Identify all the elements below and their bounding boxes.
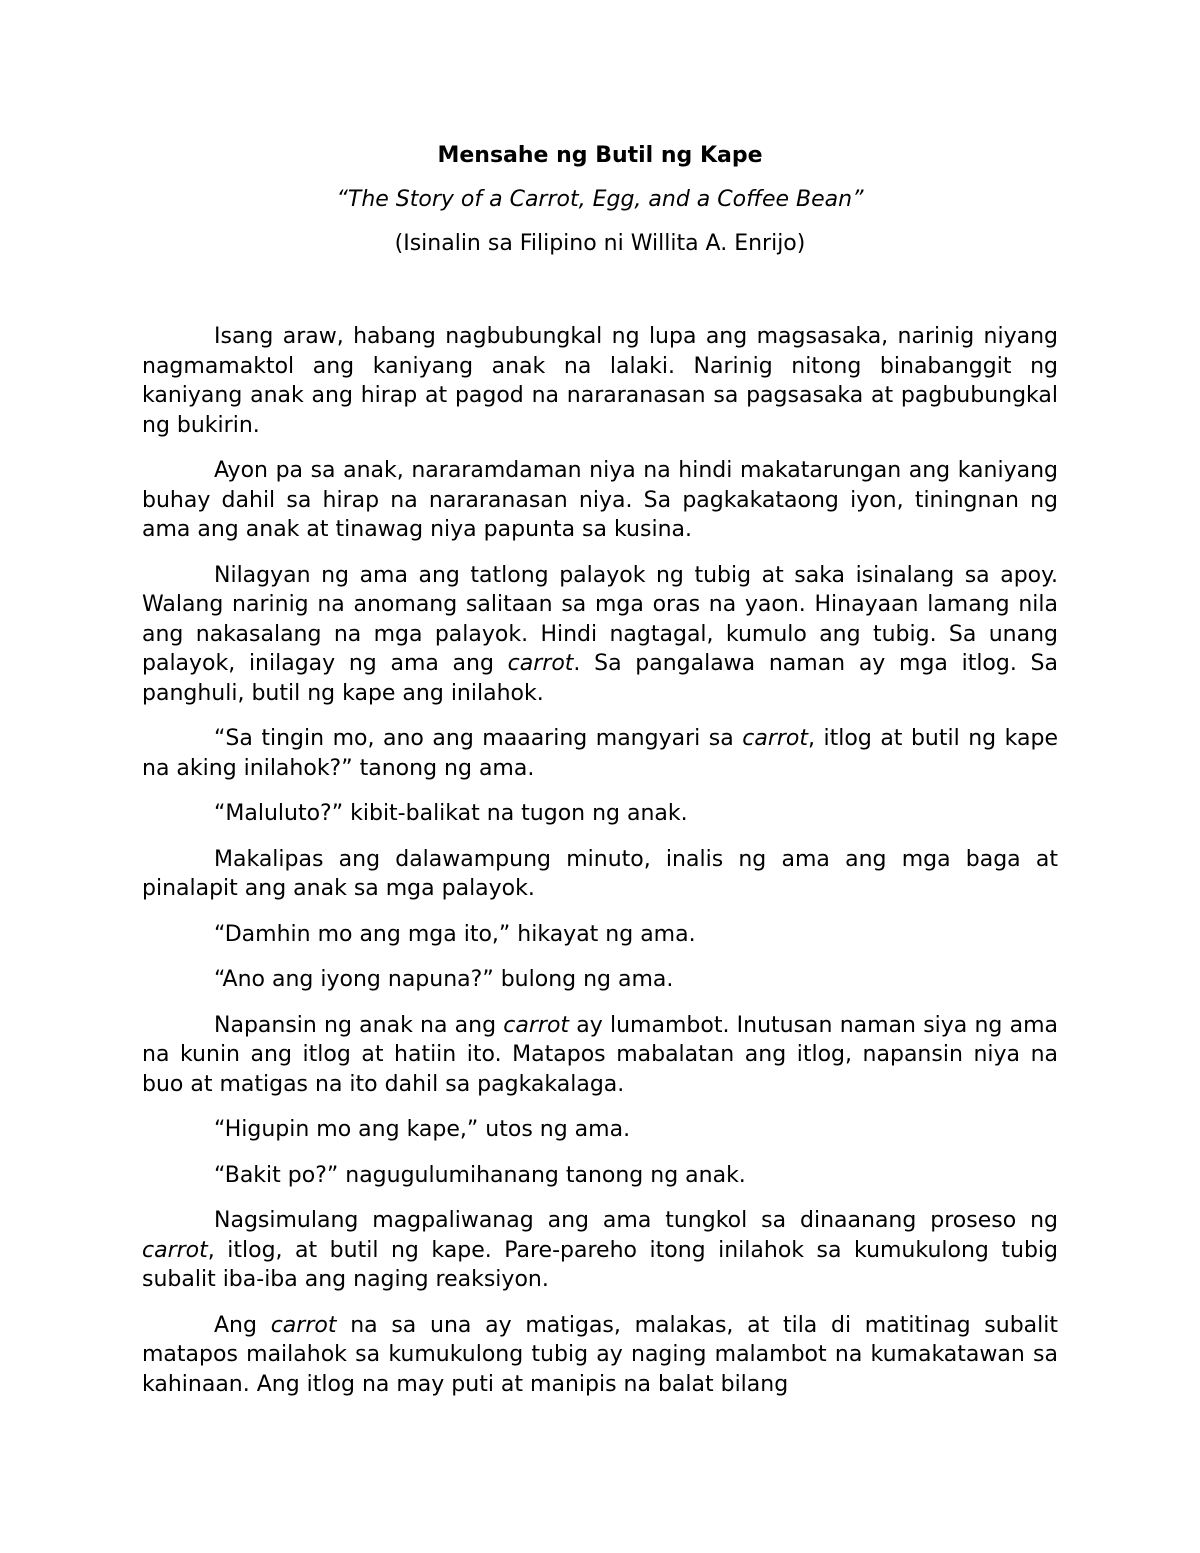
document-title: Mensahe ng Butil ng Kape	[437, 143, 763, 168]
paragraph-3-text-b: . Sa pangalawa naman ay mga itlog. Sa panghuli, butil ng kape ang inilahok.	[142, 651, 1058, 706]
story-body	[142, 322, 1058, 1399]
paragraph-12	[142, 1206, 1058, 1295]
paragraph-9	[142, 1011, 1058, 1100]
paragraph-9-text-b: ay lumambot. Inutusan naman siya ng ama na kunin ang itlog at hatiin ito. Matapos mabalatan ang itlog, napansin niya na buo at matigas na ito dahil sa pagkakalaga.	[142, 1012, 1059, 1097]
paragraph-8: “Ano ang iyong napuna?” bulong ng ama.	[214, 967, 674, 992]
paragraph-12-emphasis: carrot	[142, 1237, 208, 1263]
paragraph-4-text-b: , itlog at butil ng kape na aking inilahok?” tanong ng ama.	[142, 726, 1058, 781]
translator-byline: (Isinalin sa Filipino ni Willita A. Enrijo)	[394, 231, 806, 256]
paragraph-9-text-a: Napansin ng anak na ang	[214, 1012, 497, 1038]
paragraph-11: “Bakit po?” nagugulumihanang tanong ng anak.	[214, 1162, 746, 1188]
paragraph-12-text-a: Nagsimulang magpaliwanag ang ama tungkol sa dinaanang proseso ng	[214, 1208, 1058, 1233]
paragraph-10: “Higupin mo ang kape,” utos ng ama.	[214, 1117, 631, 1142]
paragraph-13-text-a: Ang	[214, 1312, 257, 1338]
document-subtitle: “The Story of a Carrot, Egg, and a Coffee Bean”	[336, 187, 864, 212]
paragraph-4-text-a: “Sa tingin mo, ano ang maaaring mangyari sa	[214, 726, 734, 751]
paragraph-1: Isang araw, habang nagbubungkal ng lupa ang magsasaka, narinig niyang nagmamaktol ang kaniyang anak na lalaki. Narinig nitong binabanggit ng kaniyang anak ang hirap at pagod na nararanasan sa pagsasaka at pagbubungkal ng bukirin.	[142, 324, 1058, 438]
paragraph-13	[142, 1311, 1058, 1400]
paragraph-7: “Damhin mo ang mga ito,” hikayat ng ama.	[214, 921, 696, 947]
paragraph-12-text-b: , itlog, at butil ng kape. Pare-pareho itong inilahok sa kumukulong tubig subalit iba-iba ang naging reaksiyon.	[142, 1237, 1058, 1292]
paragraph-13-text-b: na sa una ay matigas, malakas, at tila di matitinag subalit matapos mailahok sa kumukulong tubig ay naging malambot na kumakatawan sa kahinaan. Ang itlog na may puti at manipis na balat bilang	[142, 1312, 1059, 1397]
paragraph-3-emphasis: carrot	[507, 651, 574, 676]
paragraph-6: Makalipas ang dalawampung minuto, inalis ng ama ang mga baga at pinalapit ang anak sa mga palayok.	[142, 846, 1058, 901]
paragraph-4-emphasis: carrot	[742, 726, 809, 751]
paragraph-3	[142, 561, 1058, 709]
paragraph-4	[142, 724, 1058, 783]
paragraph-3-text-a: Nilagyan ng ama ang tatlong palayok ng tubig at saka isinalang sa apoy. Walang narinig na anomang salitaan sa mga oras na yaon. Hinayaan lamang nila ang nakasalang na mga palayok. Hindi nagtagal, kumulo ang tubig. Sa unang palayok, inilagay ng ama ang	[142, 562, 1058, 676]
paragraph-13-emphasis: carrot	[270, 1312, 337, 1338]
paragraph-2: Ayon pa sa anak, nararamdaman niya na hindi makatarungan ang kaniyang buhay dahil sa hirap na nararanasan niya. Sa pagkakataong iyon, tiningnan ng ama ang anak at tinawag niya papunta sa kusina.	[142, 458, 1058, 542]
paragraph-5: “Maluluto?” kibit-balikat na tugon ng anak.	[214, 801, 688, 826]
paragraph-9-emphasis: carrot	[503, 1012, 570, 1038]
